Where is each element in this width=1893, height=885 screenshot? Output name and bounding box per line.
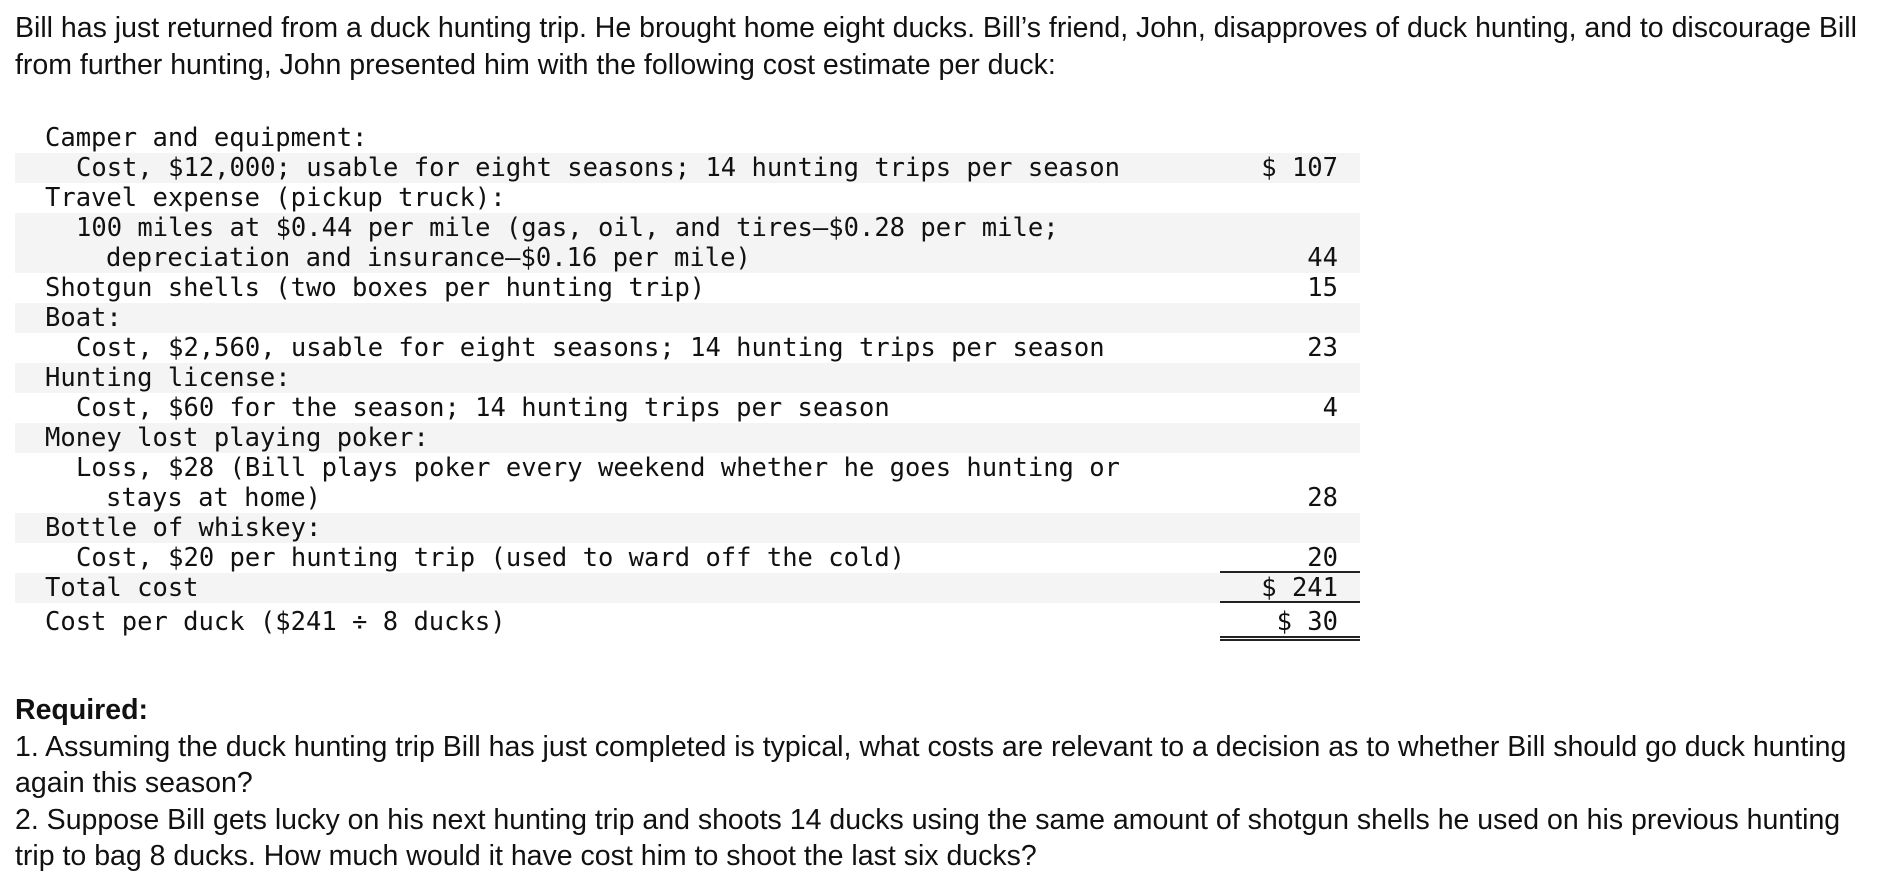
table-row [15, 303, 1360, 333]
travel-detail-line-2: depreciation and insurance—$0.16 per mile) [106, 243, 751, 273]
whiskey-header: Bottle of whiskey: [45, 513, 322, 543]
license-detail: Cost, $60 for the season; 14 hunting trips per season [76, 393, 890, 423]
camper-amount: $ 107 [1261, 153, 1338, 183]
poker-detail-line-1: Loss, $28 (Bill plays poker every weekend whether he goes hunting or [76, 453, 1120, 483]
table-row [15, 393, 1360, 423]
table-row [15, 183, 1360, 213]
whiskey-amount: 20 [1220, 543, 1360, 573]
table-row [15, 153, 1360, 183]
boat-detail: Cost, $2,560, usable for eight seasons; 14 hunting trips per season [76, 333, 1105, 363]
required-heading: Required: [15, 694, 149, 726]
camper-detail: Cost, $12,000; usable for eight seasons; 14 hunting trips per season [76, 153, 1120, 183]
poker-amount: 28 [1307, 483, 1338, 513]
intro-paragraph: Bill has just returned from a duck hunting trip. He brought home eight ducks. Bill’s friend, John, disapproves of duck hunting, and to discourage Bill from further hunting, John presented him with the following cost estimate per duck: [15, 12, 1857, 81]
poker-detail-line-2: stays at home) [106, 483, 321, 513]
cost-per-duck-amount: $ 30 [1220, 603, 1360, 641]
whiskey-detail: Cost, $20 per hunting trip (used to ward off the cold) [76, 543, 906, 573]
table-row [15, 333, 1360, 363]
boat-amount: 23 [1307, 333, 1338, 363]
poker-header: Money lost playing poker: [45, 423, 429, 453]
table-row [15, 423, 1360, 453]
shells-label: Shotgun shells (two boxes per hunting trip) [45, 273, 706, 303]
question-2: 2. Suppose Bill gets lucky on his next hunting trip and shoots 14 ducks using the same amount of shotgun shells he used on his previous hunting trip to bag 8 ducks. How much would it have cost him to shoot the last six ducks? [15, 803, 1841, 872]
table-row [15, 123, 1360, 153]
camper-header: Camper and equipment: [45, 123, 368, 153]
table-row [15, 573, 1360, 603]
table-row [15, 213, 1360, 273]
shells-amount: 15 [1307, 273, 1338, 303]
boat-header: Boat: [45, 303, 122, 333]
travel-header: Travel expense (pickup truck): [45, 183, 506, 213]
question-1: 1. Assuming the duck hunting trip Bill has just completed is typical, what costs are relevant to a decision as to whether Bill should go duck hunting again this season? [15, 730, 1847, 799]
total-cost-label: Total cost [45, 573, 199, 603]
table-row [15, 453, 1360, 513]
table-row [15, 273, 1360, 303]
cost-per-duck-label: Cost per duck ($241 ÷ 8 ducks) [45, 607, 506, 637]
license-amount: 4 [1322, 393, 1338, 423]
travel-amount: 44 [1307, 243, 1338, 273]
cost-estimate-table [15, 123, 1360, 645]
travel-detail-line-1: 100 miles at $0.44 per mile (gas, oil, and tires—$0.28 per mile; [76, 213, 1059, 243]
required-section [15, 692, 1880, 875]
table-row [15, 543, 1360, 573]
license-header: Hunting license: [45, 363, 291, 393]
table-row [15, 603, 1360, 645]
table-row [15, 363, 1360, 393]
table-row [15, 513, 1360, 543]
total-cost-amount: $ 241 [1220, 573, 1360, 603]
